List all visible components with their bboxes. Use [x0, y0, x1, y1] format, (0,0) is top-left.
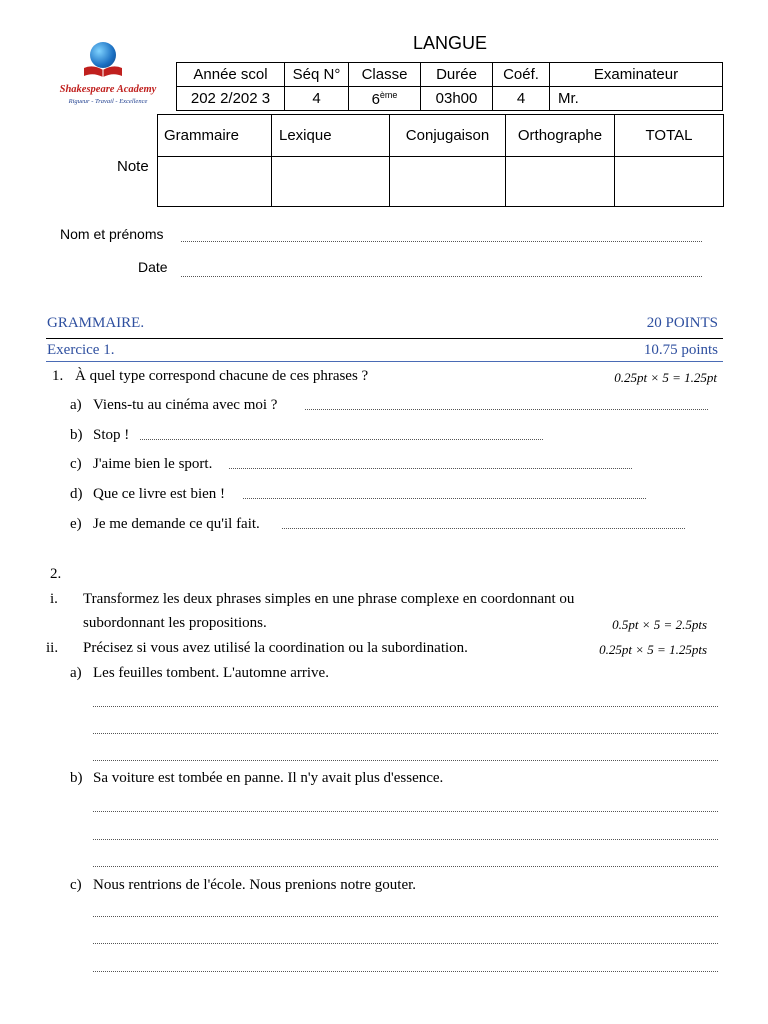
q1-number: 1.: [52, 368, 64, 384]
q1-points: 0.25pt × 5 = 1.25pt: [614, 370, 717, 385]
val-coef: 4: [493, 87, 550, 111]
q1-item-a-text: Viens-tu au cinéma avec moi ?: [93, 397, 278, 413]
q1-answer-a[interactable]: [305, 409, 708, 410]
val-seq: 4: [285, 87, 349, 111]
col-duree: Durée: [421, 63, 493, 87]
q2-number: 2.: [50, 566, 62, 582]
name-label: Nom et prénoms: [60, 226, 164, 242]
q2-ii-number: ii.: [46, 640, 59, 656]
q2-answer-a-line-2[interactable]: [93, 733, 718, 734]
date-label: Date: [138, 259, 168, 275]
note-total-cell[interactable]: [615, 157, 724, 207]
q1-item-d-text: Que ce livre est bien !: [93, 486, 226, 502]
q1-answer-b[interactable]: [140, 439, 543, 440]
val-examinateur: Mr.: [550, 87, 723, 111]
q1-text: À quel type correspond chacune de ces phrases ?: [75, 368, 369, 384]
exam-info-table: [176, 62, 723, 111]
q1-answer-d[interactable]: [243, 498, 646, 499]
note-orthographe-cell[interactable]: [506, 157, 615, 207]
page-title: LANGUE: [412, 33, 488, 53]
exercise-divider: [46, 361, 723, 362]
q2-answer-b-line-1[interactable]: [93, 811, 718, 812]
q2-answer-c-line-2[interactable]: [93, 943, 718, 944]
q2-answer-b-line-3[interactable]: [93, 866, 718, 867]
note-row-label: Note: [117, 158, 149, 175]
school-logo: [52, 40, 164, 112]
val-classe: 6ème: [349, 87, 421, 111]
q2-answer-a-line-3[interactable]: [93, 760, 718, 761]
logo-brand: Shakespeare Academy: [59, 84, 157, 95]
q2-i-text-1: Transformez les deux phrases simples en une phrase complexe en coordonnant ou: [83, 591, 575, 607]
section-points: 20 POINTS: [646, 315, 718, 331]
section-title: GRAMMAIRE.: [47, 315, 145, 331]
col-classe: Classe: [349, 63, 421, 87]
q2-i-points: 0.5pt × 5 = 2.5pts: [612, 617, 707, 632]
q2-answer-a-line-1[interactable]: [93, 706, 718, 707]
note-lexique-cell[interactable]: [272, 157, 390, 207]
q1-answer-e[interactable]: [282, 528, 685, 529]
notes-col-grammaire: Grammaire: [158, 115, 272, 157]
q2-ii-text: Précisez si vous avez utilisé la coordination ou la subordination.: [83, 640, 468, 656]
col-examinateur: Examinateur: [550, 63, 723, 87]
q2-item-b-letter: b): [70, 770, 83, 786]
q1-item-c-text: J'aime bien le sport.: [93, 456, 213, 472]
q2-item-a-text: Les feuilles tombent. L'automne arrive.: [93, 665, 329, 681]
val-annee: 202 2/202 3: [177, 87, 285, 111]
note-grammaire-cell[interactable]: [158, 157, 272, 207]
q2-item-c-text: Nous rentrions de l'école. Nous prenions notre gouter.: [93, 877, 417, 893]
val-duree: 03h00: [421, 87, 493, 111]
notes-col-orthographe: Orthographe: [506, 115, 615, 157]
q1-item-e-text: Je me demande ce qu'il fait.: [93, 516, 260, 532]
notes-col-lexique: Lexique: [272, 115, 390, 157]
q2-answer-c-line-3[interactable]: [93, 971, 718, 972]
q2-ii-points: 0.25pt × 5 = 1.25pts: [599, 642, 707, 657]
q1-item-a-letter: a): [70, 397, 82, 413]
q2-item-a-letter: a): [70, 665, 82, 681]
q2-item-c-letter: c): [70, 877, 82, 893]
date-field[interactable]: [181, 276, 702, 277]
q2-item-b-text: Sa voiture est tombée en panne. Il n'y avait plus d'essence.: [93, 770, 444, 786]
col-seq: Séq N°: [285, 63, 349, 87]
q1-item-b-text: Stop !: [93, 427, 130, 443]
q1-item-e-letter: e): [70, 516, 82, 532]
note-conjugaison-cell[interactable]: [390, 157, 506, 207]
q1-item-b-letter: b): [70, 427, 83, 443]
logo-tagline: Rigueur - Travail - Excellence: [68, 98, 148, 105]
q1-item-d-letter: d): [70, 486, 83, 502]
exercise-title: Exercice 1.: [47, 342, 115, 358]
notes-table: [157, 114, 724, 207]
notes-col-conjugaison: Conjugaison: [390, 115, 506, 157]
book-icon: [82, 64, 124, 78]
q1-answer-c[interactable]: [229, 468, 632, 469]
notes-col-total: TOTAL: [615, 115, 724, 157]
q2-i-number: i.: [50, 591, 58, 607]
q1-item-c-letter: c): [70, 456, 82, 472]
col-annee: Année scol: [177, 63, 285, 87]
q2-answer-c-line-1[interactable]: [93, 916, 718, 917]
section-divider: [46, 338, 723, 339]
col-coef: Coéf.: [493, 63, 550, 87]
name-field[interactable]: [181, 241, 702, 242]
exercise-points: 10.75 points: [643, 342, 718, 358]
q2-i-text-2: subordonnant les propositions.: [83, 615, 267, 631]
q2-answer-b-line-2[interactable]: [93, 839, 718, 840]
